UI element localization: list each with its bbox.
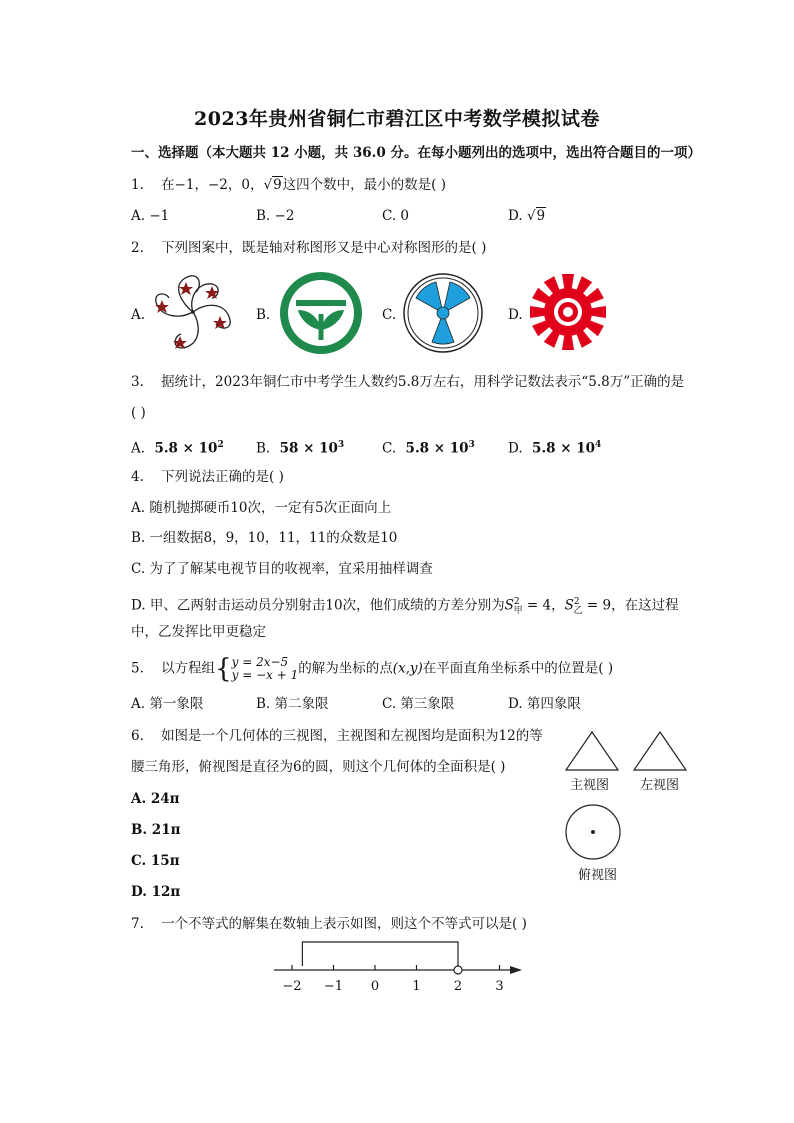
question-4	[131, 467, 284, 487]
option-a: A. $5.8 \times 10^2$	[131, 440, 224, 457]
brace-symbol: {	[215, 654, 232, 684]
question-2	[131, 238, 486, 258]
option-d-continued: 中，乙发挥比甲更稳定	[131, 624, 266, 640]
bauhinia-figure	[150, 272, 236, 352]
tick-label: 2	[453, 979, 463, 994]
option-d: D. 第四象限	[508, 696, 581, 712]
tick-label: 1	[412, 979, 421, 994]
top-view-label: 俯视图	[578, 868, 618, 883]
option-c: C.	[382, 307, 397, 323]
tick-label: 3	[495, 979, 504, 994]
question-3	[131, 372, 684, 392]
front-view-triangle	[566, 732, 618, 770]
section-heading: 一、选择题（本大题共 12 小题，共 36.0 分。在每小题列出的选项中，选出符合题目的一项）	[131, 145, 701, 161]
axis-arrow	[510, 966, 522, 974]
option-d: D. √9	[508, 208, 546, 224]
option-b: B. $58 \times 10^3$	[256, 440, 345, 457]
red-flower-figure	[526, 270, 610, 354]
question-number: 6.	[131, 728, 144, 744]
number-line-figure	[270, 936, 530, 996]
option-c: C. 0	[382, 208, 410, 224]
question-1	[131, 175, 446, 195]
question-number: 3.	[131, 374, 144, 390]
question-stem: 下列说法正确的是( )	[161, 469, 284, 485]
option-c: C. 为了了解某电视节目的收视率，宜采用抽样调查	[131, 561, 433, 577]
left-view-triangle	[634, 732, 686, 770]
question-number: 5.	[131, 660, 144, 677]
option-b: B. 21π	[131, 822, 181, 838]
solution-bracket	[302, 942, 458, 966]
question-number: 2.	[131, 240, 144, 256]
option-a: A. 随机抛掷硬币10次，一定有5次正面向上	[131, 500, 392, 516]
center-dot	[591, 830, 595, 834]
question-number: 4.	[131, 469, 144, 485]
option-b: B. 一组数据8，9，10，11，11的众数是10	[131, 530, 398, 546]
option-c: C. 第三象限	[382, 696, 455, 712]
page-title: 2023年贵州省铜仁市碧江区中考数学模拟试卷	[194, 108, 600, 130]
three-view-figure	[562, 728, 692, 878]
option-a: A.	[131, 307, 146, 323]
option-c: C. 15π	[131, 853, 180, 869]
question-stem: 下列图案中，既是轴对称图形又是中心对称图形的是( )	[161, 240, 487, 256]
option-d: D. 甲、乙两射击运动员分别射击10次，他们成绩的方差分别为$S^2_甲 = 4$，$S^2_乙 = 9$，在这过程	[131, 597, 679, 617]
tick-label: −2	[282, 979, 302, 994]
option-a: A. 24π	[131, 791, 180, 807]
option-b: B. −2	[256, 208, 295, 224]
tick-label: 0	[370, 979, 380, 994]
option-a: A. 第一象限	[131, 696, 204, 712]
question-stem-end: 这四个数中，最小的数是( )	[282, 177, 446, 193]
option-d: D.	[508, 307, 523, 323]
equation-system: y = 2x−5 y = −x + 1	[231, 655, 299, 682]
question-6-stem-2: 腰三角形，俯视图是直径为6的圆，则这个几何体的全面积是( )	[131, 759, 506, 775]
question-stem: 在−1，−2，0，	[161, 177, 264, 193]
option-d: D. $5.8 \times 10^4$	[508, 440, 602, 457]
question-3-paren: ( )	[131, 405, 146, 421]
question-5: 5. 以方程组{y = 2x−5 y = −x + 1的解为坐标的点(x,y)在平面直角坐标系中的位置是( )	[131, 654, 614, 684]
question-number: 7.	[131, 916, 144, 932]
option-d: D. 12π	[131, 884, 181, 900]
option-c: C. $5.8 \times 10^3$	[382, 440, 475, 457]
question-7	[131, 914, 527, 934]
fan-figure	[402, 272, 484, 354]
endpoint-open-circle	[454, 966, 462, 974]
front-view-label: 主视图	[570, 778, 610, 793]
tick-label: −1	[323, 979, 344, 994]
question-stem: 据统计，2023年铜仁市中考学生人数约5.8万左右，用科学记数法表示“5.8万”正确的是	[161, 374, 685, 390]
green-emblem-figure	[278, 270, 364, 356]
option-b: B. 第二象限	[256, 696, 329, 712]
option-b: B.	[256, 307, 271, 323]
question-stem: 一个不等式的解集在数轴上表示如图，则这个不等式可以是( )	[161, 916, 527, 932]
question-6	[131, 726, 543, 746]
option-a: A. −1	[131, 208, 170, 224]
question-number: 1.	[131, 177, 144, 193]
left-view-label: 左视图	[640, 778, 680, 793]
question-stem: 如图是一个几何体的三视图，主视图和左视图均是面积为12的等	[161, 728, 543, 744]
sqrt-symbol: √9	[263, 177, 282, 193]
